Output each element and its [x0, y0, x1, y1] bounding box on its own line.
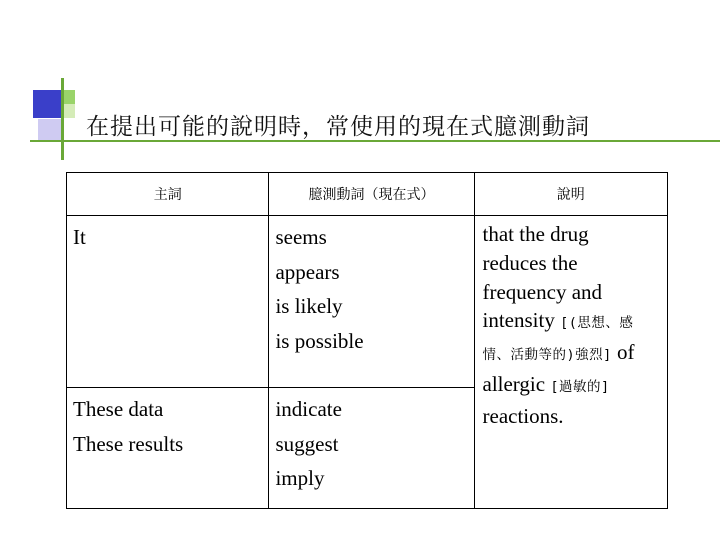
verb-text: is possible — [275, 328, 364, 353]
explanation-word: of — [611, 340, 635, 365]
subject-cell — [67, 216, 269, 388]
subject-text: These data — [73, 397, 164, 421]
decor-square-blue — [33, 90, 61, 118]
subject-text: These results — [73, 431, 184, 456]
slide-title: 在提出可能的說明時，常使用的現在式臆測動詞 — [86, 114, 590, 140]
verb-text: imply — [275, 466, 325, 490]
explanation-line: frequency and — [482, 279, 603, 304]
verbs-cell — [269, 216, 474, 388]
header-subject: 主詞 — [67, 173, 269, 216]
verb-text: indicate — [275, 397, 342, 421]
explanation-cell — [474, 216, 668, 509]
explanation-line: that the drug — [482, 222, 589, 246]
header-explanation: 說明 — [474, 173, 668, 216]
decor-vertical-line — [61, 78, 64, 160]
explanation-word: intensity — [482, 308, 561, 333]
verbs-cell — [269, 388, 474, 509]
verb-text: appears — [275, 259, 340, 284]
explanation-gloss: [(思想、感 — [560, 315, 634, 332]
verb-text: is likely — [275, 294, 343, 318]
explanation-gloss: [過敏的] — [550, 378, 610, 395]
subject-cell — [67, 388, 269, 509]
table-header-row — [67, 173, 668, 216]
explanation-line — [483, 338, 664, 370]
explanation-gloss: 情、活動等的)強烈] — [482, 347, 612, 364]
decor-square-lavender — [38, 119, 62, 141]
verb-table — [66, 172, 668, 509]
verb-text: suggest — [275, 431, 339, 456]
subject-text: It — [73, 225, 86, 249]
verb-text: seems — [275, 225, 327, 249]
explanation-line: reduces the — [482, 250, 578, 275]
table-row — [67, 216, 668, 388]
header-verb: 臆測動詞（現在式） — [269, 173, 474, 216]
explanation-line — [483, 370, 664, 402]
explanation-word: allergic — [482, 371, 551, 396]
explanation-line: reactions. — [482, 403, 564, 428]
explanation-line — [483, 306, 664, 338]
